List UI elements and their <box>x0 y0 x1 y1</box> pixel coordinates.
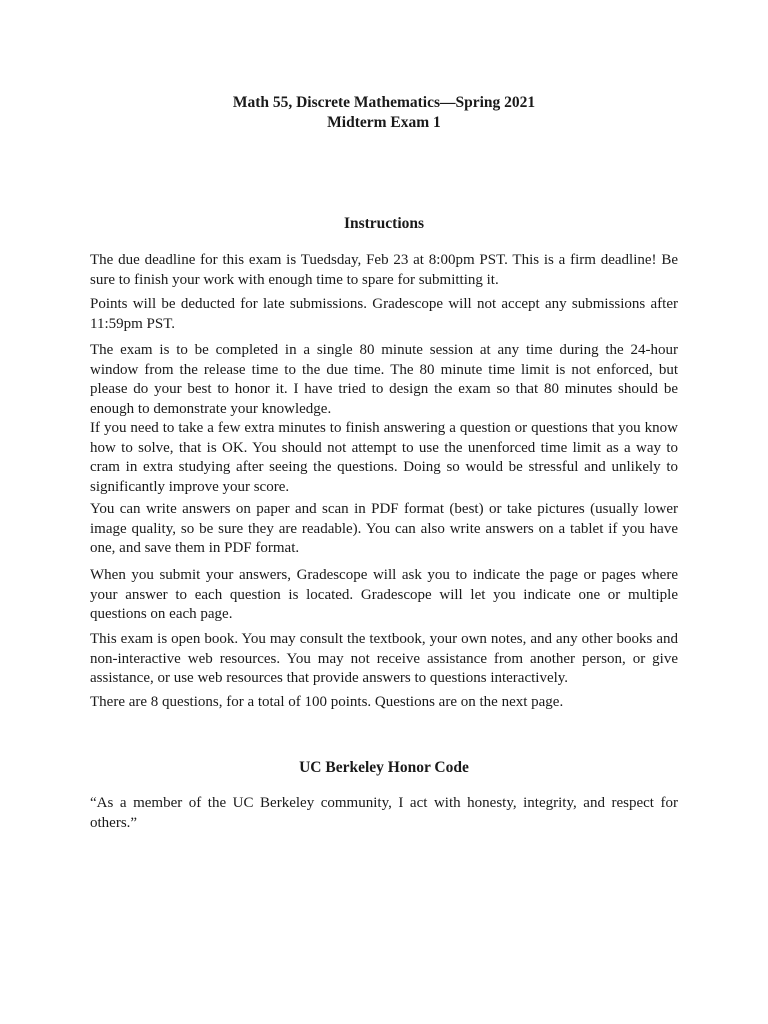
instructions-heading: Instructions <box>343 215 425 232</box>
instruction-paragraph-gradescope: When you submit your answers, Gradescope will ask you to indicate the page or pages where your answer to each question is located. Gradescope will let you indicate one or multiple questions on each page. <box>90 567 678 622</box>
instruction-paragraph-late: Points will be deducted for late submissions. Gradescope will not accept any submissions after 11:59pm PST. <box>90 296 678 332</box>
exam-title: Midterm Exam 1 <box>327 114 441 131</box>
instruction-paragraph-open-book: This exam is open book. You may consult the textbook, your own notes, and any other books and non-interactive web resources. You may not receive assistance from another person, or give assistance, or use web resources that provide answers to questions interactively. <box>90 631 678 686</box>
honor-code-heading: UC Berkeley Honor Code <box>299 759 469 776</box>
instruction-paragraph-questions: There are 8 questions, for a total of 100 points. Questions are on the next page. <box>90 694 564 710</box>
course-title: Math 55, Discrete Mathematics—Spring 2021 <box>232 94 536 111</box>
instruction-paragraph-format: You can write answers on paper and scan in PDF format (best) or take pictures (usually lower image quality, so be sure they are readable). You can also write answers on a tablet if you have one, and save them in PDF format. <box>90 501 678 556</box>
exam-title-block <box>0 93 768 133</box>
instruction-paragraph-deadline: The due deadline for this exam is Tuedsday, Feb 23 at 8:00pm PST. This is a firm deadline! Be sure to finish your work with enough time to spare for submitting it. <box>90 252 678 288</box>
instruction-paragraph-session: The exam is to be completed in a single 80 minute session at any time during the 24-hour window from the release time to the due time. The 80 minute time limit is not enforced, but please do your best to honor it. I have tried to design the exam so that 80 minutes should be enough to demonstrate your knowledge. <box>90 342 678 417</box>
instruction-paragraph-extra-time: If you need to take a few extra minutes to finish answering a question or questions that you know how to solve, that is OK. You should not attempt to use the unenforced time limit as a way to cram in extra studying after seeing the questions. Doing so would be stressful and unlikely to significantly improve your score. <box>90 420 678 495</box>
honor-code-quote: “As a member of the UC Berkeley community, I act with honesty, integrity, and respect for others.” <box>90 795 678 831</box>
